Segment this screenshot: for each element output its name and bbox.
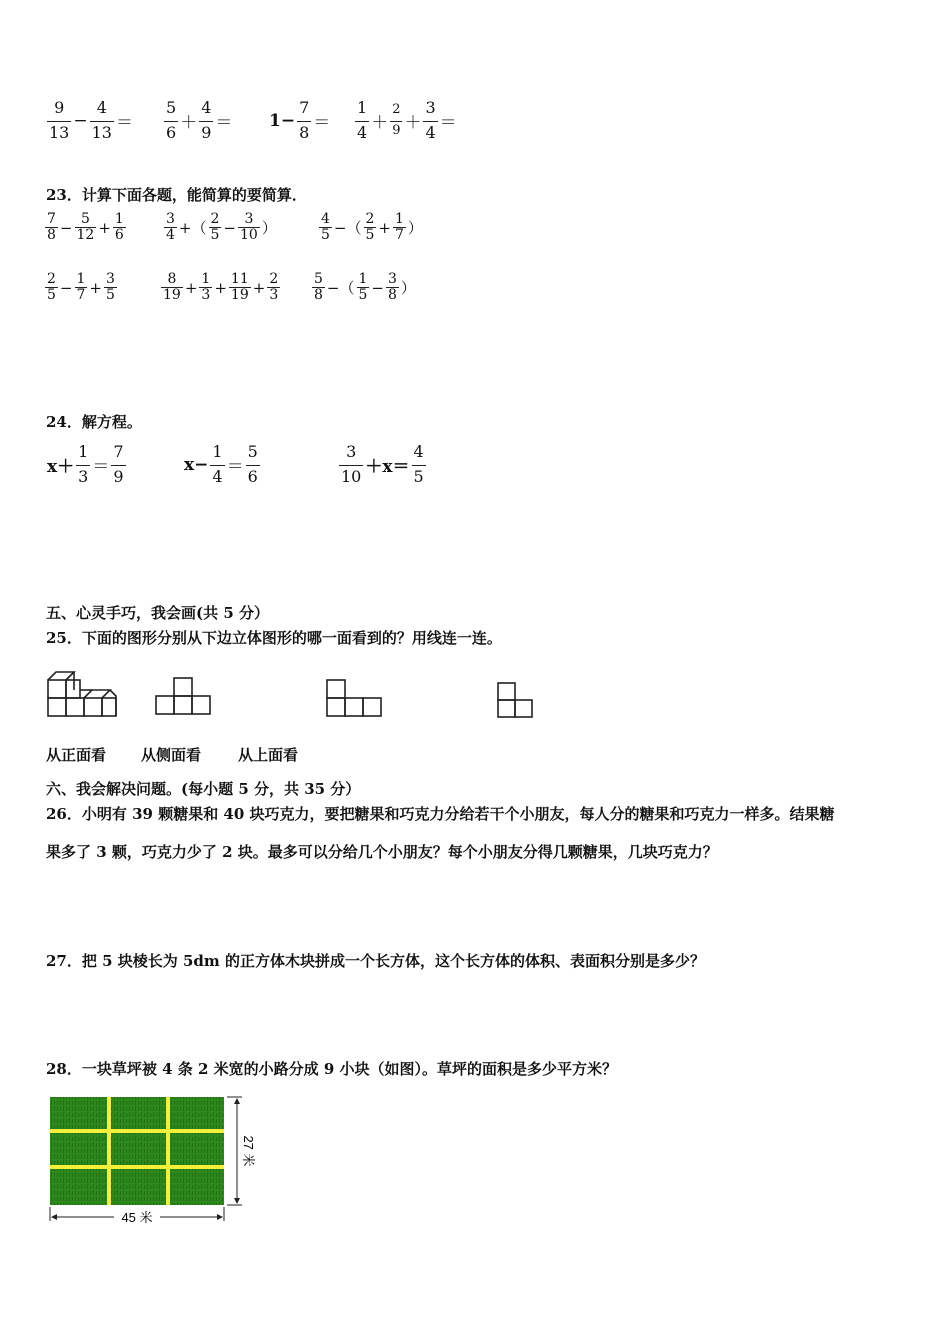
expr-24-3: $\frac{3}{10}$ ＋x＝ $\frac{4}{5}$: [341, 442, 424, 486]
view-label-front: 从正面看: [46, 746, 107, 764]
q24-title: 24．解方程。: [46, 413, 142, 431]
q25-title: 25．下面的图形分别从下边立体图形的哪一面看到的？用线连一连。: [46, 629, 502, 647]
expr-23-2: $\frac{3}{4}$ +（ $\frac{2}{5}$ − $\frac{3}{10}$ ）: [166, 211, 277, 243]
road-vertical-1: [107, 1097, 111, 1205]
section-5-title: 五、心灵手巧，我会画(共 5 分）: [46, 604, 269, 622]
expr-23-5: $\frac{8}{19}$ + $\frac{1}{3}$ + $\frac{11}{19}$ + $\frac{2}{3}$: [163, 271, 279, 303]
q28-text: 28．一块草坪被 4 条 2 米宽的小路分成 9 小块（如图）。草坪的面积是多少平方米？: [46, 1060, 618, 1078]
expr-23-4: $\frac{2}{5}$ − $\frac{1}{7}$ + $\frac{3}{5}$: [47, 271, 115, 303]
expr-22-2: $\frac{5}{6}$ ＋ $\frac{4}{9}$ ＝: [166, 98, 233, 142]
view-shape-a: [156, 678, 210, 714]
section-6-title: 六、我会解决问题。(每小题 5 分，共 35 分）: [46, 780, 361, 798]
expr-23-6: $\frac{5}{8}$ −（ $\frac{1}{5}$ − $\frac{3}{8}$ ）: [314, 271, 416, 303]
q25-figures: [44, 662, 544, 724]
lawn-grass: [50, 1097, 224, 1205]
q26-line2: 果多了 3 颗，巧克力少了 2 块。最多可以分给几个小朋友？每个小朋友分得几颗糖果，几块巧克力？: [46, 843, 718, 861]
expr-23-3: $\frac{4}{5}$ −（ $\frac{2}{5}$ + $\frac{1}{7}$ ）: [321, 211, 423, 243]
expr-22-4: $\frac{1}{4}$ ＋ $\frac{2}{9}$ ＋ $\frac{3}{4}$ ＝: [357, 98, 457, 142]
q27-text: 27．把 5 块棱长为 5dm 的正方体木块拼成一个长方体，这个长方体的体积、表面积分别是多少？: [46, 952, 706, 970]
expr-22-1: $\frac{9}{13}$ − $\frac{4}{13}$ ＝: [49, 98, 133, 142]
road-vertical-2: [166, 1097, 170, 1205]
road-horizontal-2: [50, 1165, 224, 1169]
view-label-side: 从侧面看: [141, 746, 202, 764]
q26-line1: 26．小明有 39 颗糖果和 40 块巧克力，要把糖果和巧克力分给若干个小朋友，每人分的糖果和巧克力一样多。结果糖: [46, 805, 835, 823]
view-label-top: 从上面看: [238, 746, 299, 764]
expr-23-1: $\frac{7}{8}$ − $\frac{5}{12}$ + $\frac{1}{6}$: [47, 211, 124, 243]
view-shape-b: [327, 680, 381, 716]
expr-24-2: x− $\frac{1}{4}$ ＝ $\frac{5}{6}$: [184, 442, 258, 486]
width-label: 45 米: [121, 1210, 153, 1225]
q23-title: 23．计算下面各题，能简算的要简算．: [46, 186, 307, 204]
road-horizontal-1: [50, 1129, 224, 1133]
expr-22-3: 1− $\frac{7}{8}$ ＝: [269, 98, 331, 142]
lawn-figure: [44, 1093, 254, 1228]
solid-cube-figure: [48, 672, 116, 716]
view-shape-c: [498, 683, 532, 717]
height-label: 27 米: [241, 1135, 256, 1167]
expr-24-1: x＋ $\frac{1}{3}$ ＝ $\frac{7}{9}$: [47, 442, 124, 486]
